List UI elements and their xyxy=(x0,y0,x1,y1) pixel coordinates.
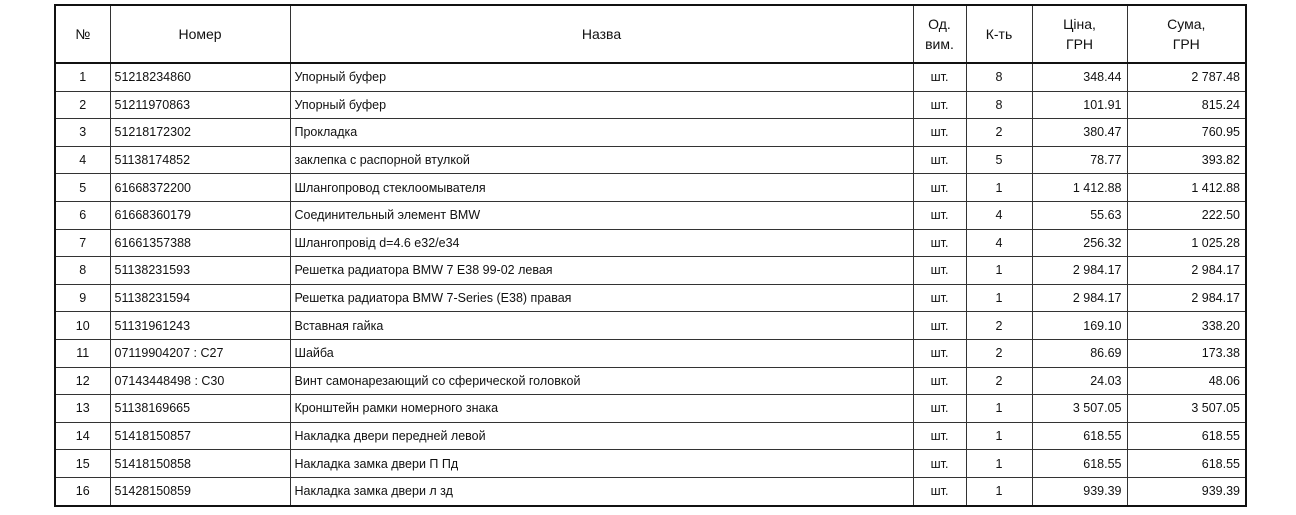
cell-part-name: Накладка замка двери П Пд xyxy=(290,450,913,478)
cell-price: 3 507.05 xyxy=(1032,395,1127,423)
cell-unit: шт. xyxy=(913,284,966,312)
header-name: Назва xyxy=(290,5,913,63)
cell-part-number: 51218172302 xyxy=(110,119,290,147)
cell-part-name: Вставная гайка xyxy=(290,312,913,340)
cell-quantity: 2 xyxy=(966,367,1032,395)
cell-sum: 2 984.17 xyxy=(1127,284,1246,312)
cell-quantity: 1 xyxy=(966,450,1032,478)
cell-quantity: 1 xyxy=(966,395,1032,423)
header-price: Ціна, ГРН xyxy=(1032,5,1127,63)
cell-sum: 2 984.17 xyxy=(1127,257,1246,285)
cell-sum: 760.95 xyxy=(1127,119,1246,147)
cell-unit: шт. xyxy=(913,119,966,147)
table-body xyxy=(55,63,1246,506)
cell-part-number: 07119904207 : C27 xyxy=(110,339,290,367)
cell-part-name: Шайба xyxy=(290,339,913,367)
cell-sum: 338.20 xyxy=(1127,312,1246,340)
cell-part-name: Накладка замка двери л зд xyxy=(290,477,913,505)
cell-part-number: 61661357388 xyxy=(110,229,290,257)
header-qty: К-ть xyxy=(966,5,1032,63)
cell-unit: шт. xyxy=(913,395,966,423)
cell-part-name: Прокладка xyxy=(290,119,913,147)
cell-price: 24.03 xyxy=(1032,367,1127,395)
cell-row-number: 4 xyxy=(55,146,110,174)
cell-row-number: 5 xyxy=(55,174,110,202)
cell-row-number: 11 xyxy=(55,339,110,367)
cell-sum: 939.39 xyxy=(1127,477,1246,505)
cell-row-number: 6 xyxy=(55,201,110,229)
header-unit: Од. вим. xyxy=(913,5,966,63)
cell-price: 2 984.17 xyxy=(1032,257,1127,285)
cell-part-name: Винт самонарезающий со сферической головкой xyxy=(290,367,913,395)
cell-row-number: 13 xyxy=(55,395,110,423)
cell-quantity: 1 xyxy=(966,284,1032,312)
cell-part-number: 51218234860 xyxy=(110,63,290,91)
cell-part-name: заклепка с распорной втулкой xyxy=(290,146,913,174)
cell-part-name: Шлангопровод стеклоомывателя xyxy=(290,174,913,202)
header-sum: Сума, ГРН xyxy=(1127,5,1246,63)
cell-row-number: 16 xyxy=(55,477,110,505)
cell-unit: шт. xyxy=(913,257,966,285)
cell-price: 169.10 xyxy=(1032,312,1127,340)
cell-quantity: 5 xyxy=(966,146,1032,174)
cell-price: 1 412.88 xyxy=(1032,174,1127,202)
table-row xyxy=(55,284,1246,312)
cell-part-number: 51418150858 xyxy=(110,450,290,478)
cell-sum: 48.06 xyxy=(1127,367,1246,395)
cell-row-number: 3 xyxy=(55,119,110,147)
cell-part-number: 07143448498 : C30 xyxy=(110,367,290,395)
cell-row-number: 8 xyxy=(55,257,110,285)
cell-part-name: Решетка радиатора BMW 7-Series (E38) правая xyxy=(290,284,913,312)
table-row xyxy=(55,422,1246,450)
header-num: № xyxy=(55,5,110,63)
header-code: Номер xyxy=(110,5,290,63)
cell-price: 380.47 xyxy=(1032,119,1127,147)
table-row xyxy=(55,367,1246,395)
cell-unit: шт. xyxy=(913,174,966,202)
table-row xyxy=(55,146,1246,174)
cell-quantity: 8 xyxy=(966,91,1032,119)
cell-quantity: 1 xyxy=(966,174,1032,202)
cell-price: 348.44 xyxy=(1032,63,1127,91)
cell-unit: шт. xyxy=(913,477,966,505)
cell-unit: шт. xyxy=(913,146,966,174)
table-row xyxy=(55,477,1246,505)
cell-quantity: 8 xyxy=(966,63,1032,91)
cell-price: 78.77 xyxy=(1032,146,1127,174)
table-row xyxy=(55,119,1246,147)
table-row xyxy=(55,257,1246,285)
cell-sum: 173.38 xyxy=(1127,339,1246,367)
cell-part-number: 51418150857 xyxy=(110,422,290,450)
cell-price: 101.91 xyxy=(1032,91,1127,119)
cell-unit: шт. xyxy=(913,63,966,91)
cell-price: 939.39 xyxy=(1032,477,1127,505)
cell-part-name: Соединительный элемент BMW xyxy=(290,201,913,229)
cell-unit: шт. xyxy=(913,450,966,478)
cell-quantity: 2 xyxy=(966,119,1032,147)
cell-part-name: Кронштейн рамки номерного знака xyxy=(290,395,913,423)
cell-sum: 618.55 xyxy=(1127,422,1246,450)
cell-unit: шт. xyxy=(913,339,966,367)
header-row xyxy=(55,5,1246,63)
cell-part-number: 51428150859 xyxy=(110,477,290,505)
cell-sum: 222.50 xyxy=(1127,201,1246,229)
cell-part-number: 51131961243 xyxy=(110,312,290,340)
cell-sum: 1 412.88 xyxy=(1127,174,1246,202)
cell-part-name: Шлангопровід d=4.6 e32/e34 xyxy=(290,229,913,257)
table-row xyxy=(55,174,1246,202)
cell-unit: шт. xyxy=(913,201,966,229)
cell-sum: 393.82 xyxy=(1127,146,1246,174)
cell-sum: 3 507.05 xyxy=(1127,395,1246,423)
cell-part-number: 51138231594 xyxy=(110,284,290,312)
cell-row-number: 9 xyxy=(55,284,110,312)
cell-unit: шт. xyxy=(913,422,966,450)
table-row xyxy=(55,450,1246,478)
cell-sum: 1 025.28 xyxy=(1127,229,1246,257)
cell-price: 256.32 xyxy=(1032,229,1127,257)
cell-row-number: 2 xyxy=(55,91,110,119)
table-row xyxy=(55,395,1246,423)
cell-part-number: 51138174852 xyxy=(110,146,290,174)
cell-quantity: 4 xyxy=(966,229,1032,257)
table-row xyxy=(55,91,1246,119)
cell-part-number: 51138169665 xyxy=(110,395,290,423)
cell-price: 2 984.17 xyxy=(1032,284,1127,312)
cell-part-number: 61668360179 xyxy=(110,201,290,229)
cell-sum: 618.55 xyxy=(1127,450,1246,478)
cell-part-number: 51211970863 xyxy=(110,91,290,119)
cell-part-name: Накладка двери передней левой xyxy=(290,422,913,450)
cell-quantity: 1 xyxy=(966,477,1032,505)
table-row xyxy=(55,63,1246,91)
cell-quantity: 4 xyxy=(966,201,1032,229)
table-row xyxy=(55,339,1246,367)
cell-row-number: 14 xyxy=(55,422,110,450)
cell-unit: шт. xyxy=(913,367,966,395)
cell-row-number: 10 xyxy=(55,312,110,340)
table-row xyxy=(55,229,1246,257)
cell-row-number: 15 xyxy=(55,450,110,478)
cell-row-number: 12 xyxy=(55,367,110,395)
cell-price: 618.55 xyxy=(1032,450,1127,478)
invoice-table xyxy=(54,4,1247,507)
cell-unit: шт. xyxy=(913,229,966,257)
cell-part-number: 61668372200 xyxy=(110,174,290,202)
cell-price: 86.69 xyxy=(1032,339,1127,367)
table-row xyxy=(55,312,1246,340)
cell-price: 55.63 xyxy=(1032,201,1127,229)
table-row xyxy=(55,201,1246,229)
cell-quantity: 1 xyxy=(966,422,1032,450)
cell-part-name: Упорный буфер xyxy=(290,63,913,91)
cell-part-number: 51138231593 xyxy=(110,257,290,285)
cell-price: 618.55 xyxy=(1032,422,1127,450)
cell-part-name: Упорный буфер xyxy=(290,91,913,119)
table-header xyxy=(55,5,1246,63)
cell-quantity: 1 xyxy=(966,257,1032,285)
cell-row-number: 7 xyxy=(55,229,110,257)
cell-sum: 815.24 xyxy=(1127,91,1246,119)
cell-unit: шт. xyxy=(913,312,966,340)
cell-unit: шт. xyxy=(913,91,966,119)
cell-part-name: Решетка радиатора BMW 7 E38 99-02 левая xyxy=(290,257,913,285)
cell-row-number: 1 xyxy=(55,63,110,91)
cell-quantity: 2 xyxy=(966,339,1032,367)
cell-sum: 2 787.48 xyxy=(1127,63,1246,91)
cell-quantity: 2 xyxy=(966,312,1032,340)
